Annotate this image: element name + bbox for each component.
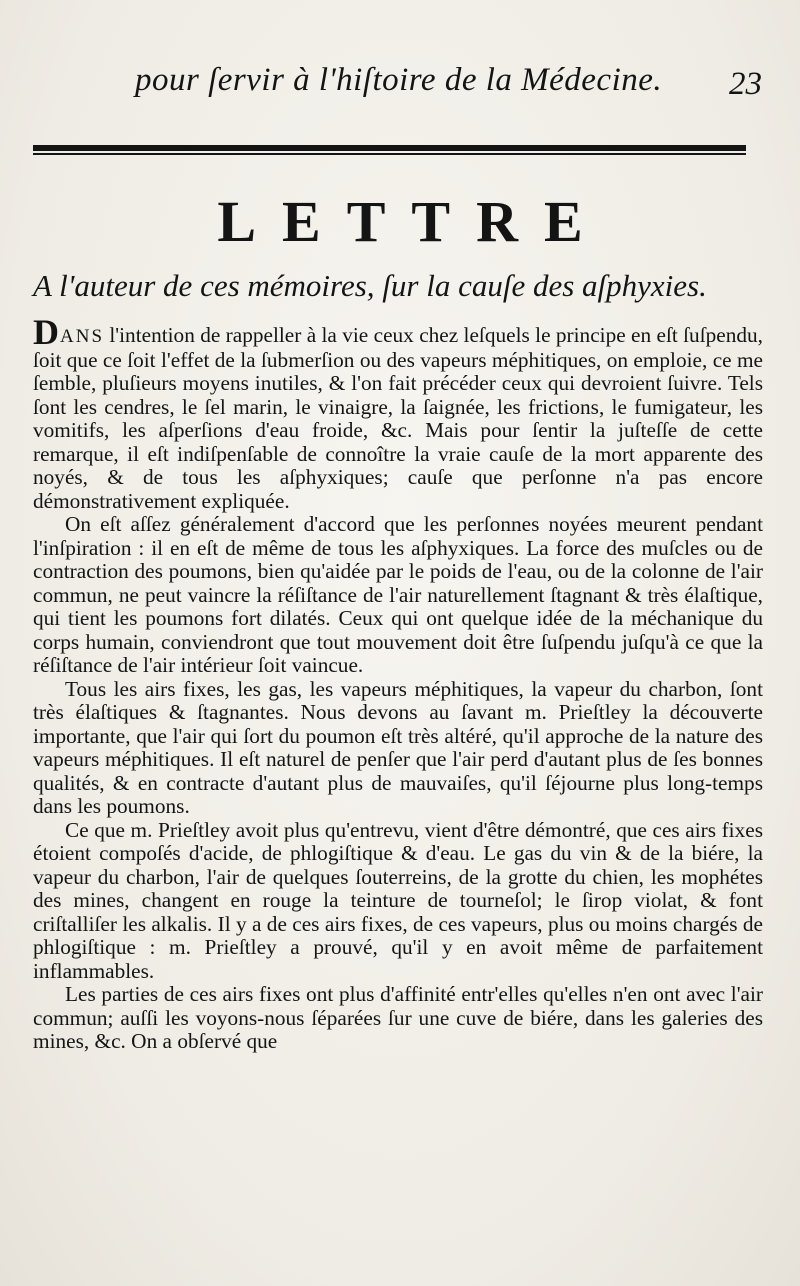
letter-body (33, 312, 763, 1054)
opening-small-caps: ANS (60, 326, 105, 347)
paragraph-1 (33, 312, 763, 513)
running-title: pour ſervir à l'hiſtoire de la Médecine. (135, 62, 663, 98)
paragraph-1-text: l'intention de rappeller à la vie ceux chez leſquels le principe en eſt ſuſpendu, ſoit que ce ſoit l'effet de la ſubmerſion ou des vapeurs méphitiques, on emploie, ce me ſemble, pluſieurs moyens inutiles, & l'on fait précéder ceux qui devroient ſuivre. Tels ſont les cendres, le ſel marin, le vinaigre, la ſaignée, les frictions, le fumigateur, les vomitifs, les aſperſions d'eau froide, &c. Mais pour ſentir la juſteſſe de cette remarque, il eſt indiſpenſable de connoître la vraie cauſe de la mort apparente des noyés, & de tous les aſphyxiques; cauſe que perſonne n'a pas encore démonstrativement expliquée. (33, 323, 763, 513)
paragraph-3: Tous les airs fixes, les gas, les vapeurs méphitiques, la vapeur du charbon, ſont très élaſtiques & ſtagnantes. Nous devons au ſavant m. Prieſtley la découverte importante, que l'air qui ſort du poumon eſt très altéré, qu'il approche de la nature des vapeurs méphitiques. Il eſt naturel de penſer que l'air perd d'autant plus de ſes bonnes qualités, & en contracte d'autant plus de mauvaiſes, qu'il ſéjourne plus long-temps dans les poumons. (33, 676, 763, 818)
drop-cap: D (33, 312, 60, 352)
page-number: 23 (729, 66, 762, 102)
paragraph-2: On eſt aſſez généralement d'accord que les perſonnes noyées meurent pendant l'inſpiration : il en eſt de même de tous les aſphyxiques. La force des muſcles ou de contraction des poumons, bien qu'aidée par le poids de l'eau, ou de la colonne de l'air commun, ne peut vaincre la réſiſtance de l'air naturellement ſtagnant & très élaſtique, qui tient les poumons fort dilatés. Ceux qui ont quelque idée de la méchanique du corps humain, conviendront que tout mouvement doit être ſuſpendu juſqu'à ce que la réſiſtance de l'air intérieur ſoit vaincue. (33, 512, 763, 677)
header-rule-thin (33, 153, 746, 155)
letter-title: LETTRE (217, 189, 609, 254)
paragraph-4: Ce que m. Prieſtley avoit plus qu'entrevu, vient d'être démontré, que ces airs fixes étoient compoſés d'acide, de phlogiſtique & d'eau. Le gas du vin & de la biére, la vapeur du charbon, l'air de quelques ſouterreins, de la grotte du chien, les mophétes des mines, changent en rouge la teinture de tourneſol; le ſirop violat, & font criſtalliſer les alkalis. Il y a de ces airs fixes, de ces vapeurs, plus ou moins chargés de phlogiſtique : m. Prieſtley a prouvé, qu'il y en avoit même de parfaitement inflammables. (33, 817, 763, 983)
running-head (0, 60, 800, 110)
paragraph-5: Les parties de ces airs fixes ont plus d'affinité entr'elles qu'elles n'en ont avec l'air commun; auſſi les voyons-nous ſéparées ſur une cuve de biére, dans les galeries des mines, &c. On a obſervé que (33, 982, 763, 1053)
header-rule-thick (33, 145, 746, 151)
letter-subtitle: A l'auteur de ces mémoires, ſur la cauſe des aſphyxies. (33, 268, 707, 303)
